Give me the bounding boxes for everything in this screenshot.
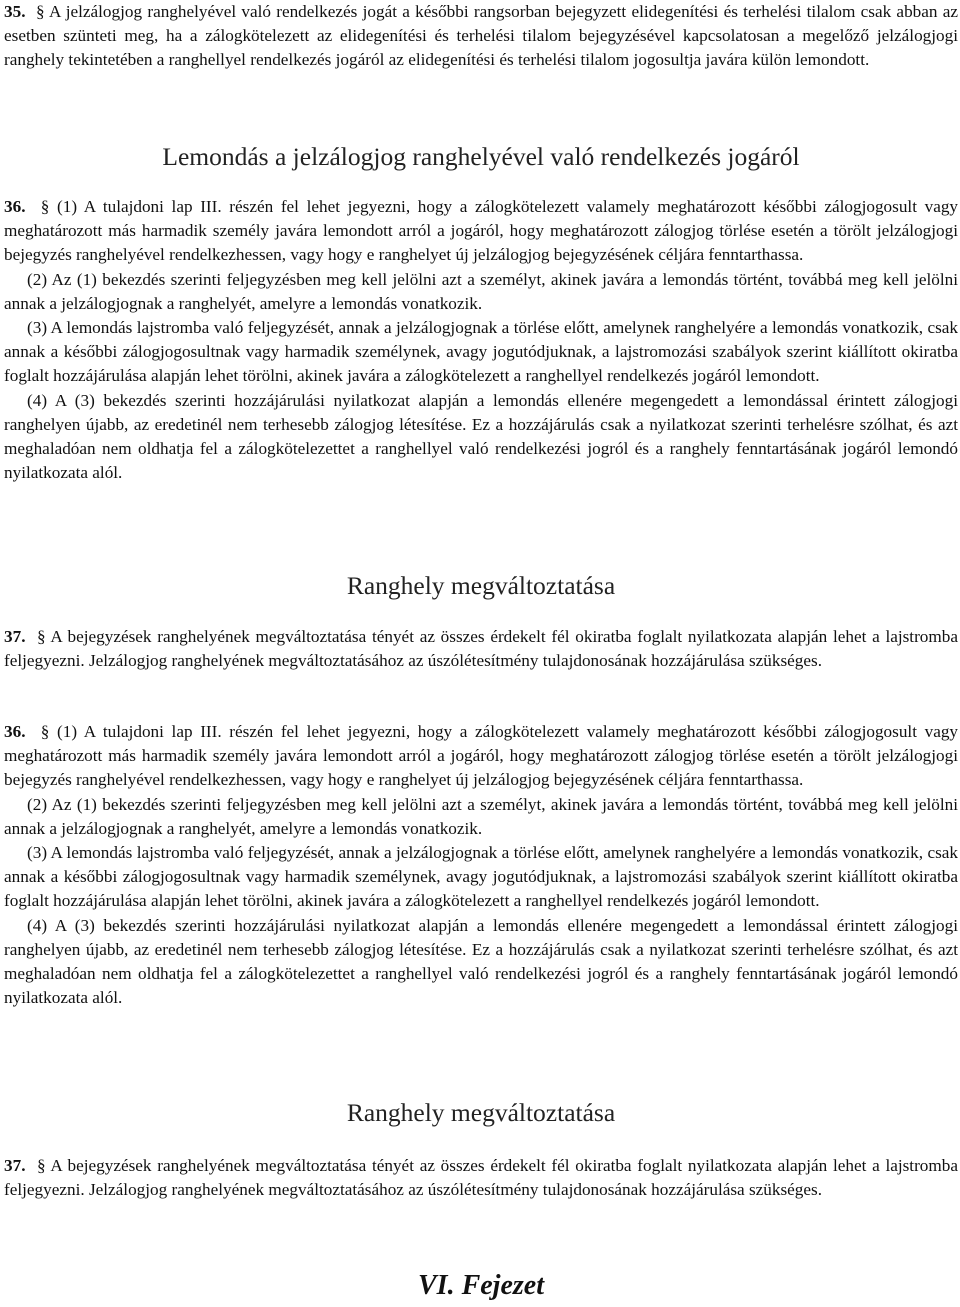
- section-text: A bejegyzések ranghelyének megváltoztatása tényét az összes érdekelt fél okiratba foglalt nyilatkozata alapján lehet a lajstromba feljegyezni. Jelzálogjog ranghelyének megváltoztatásához az úszólétesítmény tulajdonosának hozzájárulása szükséges.: [4, 1156, 958, 1200]
- section-35: [4, 0, 958, 73]
- paragraph-text: (1) A tulajdoni lap III. részén fel lehet jegyezni, hogy a zálogkötelezett valamely meghatározott későbbi zálogjogosult vagy meghatározott más harmadik személy javára lemondott arról a jogáról, hogy meghatározott zálogjog törlése esetén a törölt jelzálogjogi bejegyzés ranghelyével rendelkezhessen, vagy hogy e ranghelyet új jelzálogjog bejegyzésének céljára fenntarthassa.: [4, 197, 959, 265]
- section-35-paragraph: [4, 0, 958, 73]
- section-sign: §: [36, 627, 46, 646]
- paragraph-1: [4, 195, 958, 268]
- chapter-title: VI. Fejezet: [418, 1270, 544, 1301]
- section-text: A bejegyzések ranghelyének megváltoztatása tényét az összes érdekelt fél okiratba foglalt nyilatkozata alapján lehet a lajstromba feljegyezni. Jelzálogjog ranghelyének megváltoztatásához az úszólétesítmény tulajdonosának hozzájárulása szükséges.: [4, 627, 958, 671]
- section-sign: §: [40, 197, 50, 216]
- section-number: 36.: [4, 197, 26, 216]
- section-heading: Lemondás a jelzálogjog ranghelyével való rendelkezés jogáról: [162, 142, 800, 171]
- section-36-second: [4, 720, 958, 1010]
- chapter-heading: [4, 1270, 958, 1302]
- section-36-first: [4, 195, 958, 485]
- paragraph-2: (2) Az (1) bekezdés szerinti feljegyzésben meg kell jelölni azt a személyt, akinek javára a lemondás történt, továbbá meg kell jelölni annak a jelzálogjognak a ranghelyét, amelyre a lemondás vonatkozik.: [4, 794, 958, 838]
- heading-ranghely-1: [4, 571, 958, 601]
- section-text: A jelzálogjog ranghelyével való rendelkezés jogát a későbbi rangsorban bejegyzett elidegenítési és terhelési tilalom csak abban az esetben szünteti meg, ha a zálogkötelezett az elidegenítési és terhelési tilalom bejegyzésével kapcsolatosan a megelőző jelzálogjogi ranghely tekintetében a ranghellyel rendelkezés jogáról az elidegenítési és terhelési tilalom jogosultja javára külön lemondott.: [4, 2, 959, 70]
- section-37-first: [4, 625, 958, 673]
- section-sign: §: [36, 2, 45, 21]
- section-37-paragraph: [4, 1154, 958, 1202]
- paragraph-3: (3) A lemondás lajstromba való feljegyzését, annak a jelzálogjognak a törlése előtt, amelynek ranghelyére a lemondás vonatkozik, csak annak a későbbi zálogjogosultnak vagy harmadik személynek, avagy jogutódjuknak, a lajstromozási szabályok szerint kiállított okiratba foglalt hozzájárulása alapján lehet törölni, akinek javára a zálogkötelezett a ranghellyel rendelkezés jogáról lemondott.: [4, 843, 958, 911]
- paragraph-4: (4) A (3) bekezdés szerinti hozzájárulási nyilatkozat alapján a lemondás ellenére megengedett a lemondással érintett zálogjogi ranghelyen újabb, az eredetinél nem terhesebb zálogjog létesítése. Ez a hozzájárulás csak a nyilatkozat szerinti terhelésre szólhat, és azt meghaladóan nem oldhatja fel a zálogkötelezettet a ranghellyel való rendelkezési jogról és a ranghely fenntartásának jogáról lemondó nyilatkozata alól.: [4, 390, 958, 483]
- paragraph-text: (1) A tulajdoni lap III. részén fel lehet jegyezni, hogy a zálogkötelezett valamely meghatározott későbbi zálogjogosult vagy meghatározott más harmadik személy javára lemondott arról a jogáról, hogy meghatározott zálogjog törlése esetén a törölt jelzálogjogi bejegyzés ranghelyével rendelkezhessen, vagy hogy e ranghelyet új jelzálogjog bejegyzésének céljára fenntarthassa.: [4, 722, 959, 790]
- paragraph-4: (4) A (3) bekezdés szerinti hozzájárulási nyilatkozat alapján a lemondás ellenére megengedett a lemondással érintett zálogjogi ranghelyen újabb, az eredetinél nem terhesebb zálogjog létesítése. Ez a hozzájárulás csak a nyilatkozat szerinti terhelésre szólhat, és azt meghaladóan nem oldhatja fel a zálogkötelezettet a ranghellyel való rendelkezési jogról és a ranghely fenntartásának jogáról lemondó nyilatkozata alól.: [4, 915, 958, 1008]
- paragraph-3: (3) A lemondás lajstromba való feljegyzését, annak a jelzálogjognak a törlése előtt, amelynek ranghelyére a lemondás vonatkozik, csak annak a későbbi zálogjogosultnak vagy harmadik személynek, avagy jogutódjuknak, a lajstromozási szabályok szerint kiállított okiratba foglalt hozzájárulása alapján lehet törölni, akinek javára a zálogkötelezett a ranghellyel rendelkezés jogáról lemondott.: [4, 318, 958, 386]
- section-number: 37.: [4, 1156, 26, 1175]
- section-37-paragraph: [4, 625, 958, 673]
- section-heading: Ranghely megváltoztatása: [346, 1098, 616, 1127]
- paragraph-1: [4, 720, 958, 793]
- section-number: 37.: [4, 627, 26, 646]
- heading-lemondas: [4, 142, 958, 172]
- paragraph-2: (2) Az (1) bekezdés szerinti feljegyzésben meg kell jelölni azt a személyt, akinek javára a lemondás történt, továbbá meg kell jelölni annak a jelzálogjognak a ranghelyét, amelyre a lemondás vonatkozik.: [4, 269, 958, 313]
- section-number: 35.: [4, 2, 26, 21]
- section-number: 36.: [4, 722, 26, 741]
- section-sign: §: [40, 722, 50, 741]
- section-sign: §: [36, 1156, 46, 1175]
- section-heading: Ranghely megváltoztatása: [346, 571, 616, 600]
- heading-ranghely-2: [4, 1098, 958, 1128]
- section-37-second: [4, 1154, 958, 1202]
